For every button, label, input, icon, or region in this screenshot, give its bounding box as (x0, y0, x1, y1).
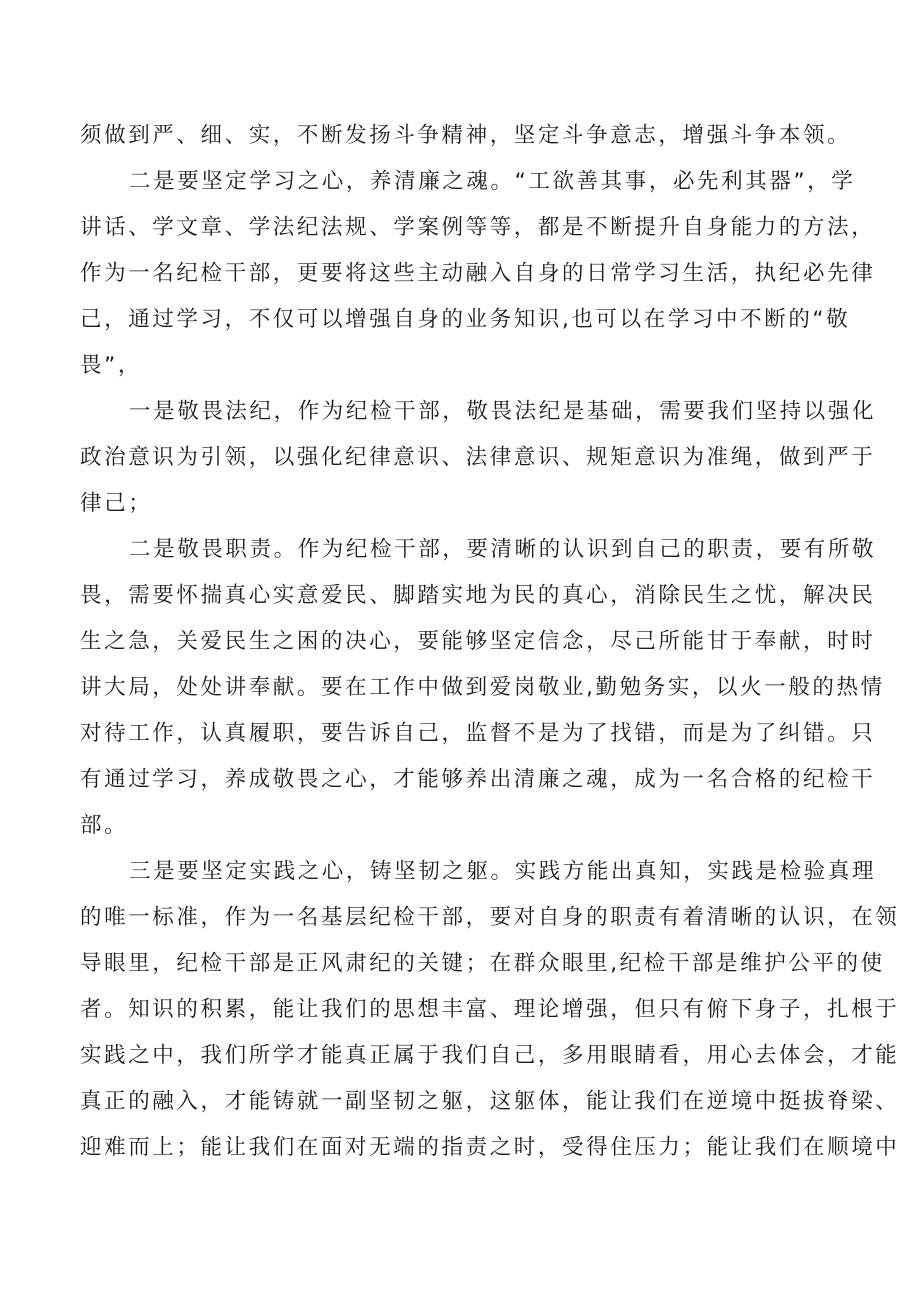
p4-line-6: 有通过学习，养成敬畏之心，才能够养出清廉之魂，成为一名合格的纪检干 (80, 767, 876, 792)
p5-line-7: 迎难而上；能让我们在面对无端的指责之时，受得住压力；能让我们在顺境中 (80, 1135, 900, 1160)
p1-line-1: 须做到严、细、实，不断发扬斗争精神，坚定斗争意志，增强斗争本领。 (80, 123, 852, 148)
p5-line-5: 实践之中，我们所学才能真正属于我们自己，多用眼睛看，用心去体会，才能 (80, 1043, 900, 1068)
p4-line-5: 对待工作，认真履职，要告诉自己，监督不是为了找错，而是为了纠错。只 (80, 721, 876, 746)
p2-line-5: 畏”， (80, 353, 142, 378)
p2-line-3: 作为一名纪检干部，更要将这些主动融入自身的日常学习生活，执纪必先律 (80, 261, 876, 286)
p4-line-3: 生之急，关爱民生之困的决心，要能够坚定信念，尽己所能甘于奉献，时时 (80, 629, 876, 654)
p4-line-4: 讲大局，处处讲奉献。要在工作中做到爱岗敬业,勤勉务实，以火一般的热情 (80, 675, 885, 700)
p4-line-2: 畏，需要怀揣真心实意爱民、脚踏实地为民的真心，消除民生之忧，解决民 (80, 583, 876, 608)
p5-line-4: 者。知识的积累，能让我们的思想丰富、理论增强，但只有俯下身子，扎根于 (80, 997, 900, 1022)
p2-line-1: 二是要坚定学习之心，养清廉之魂。“工欲善其事，必先利其器”，学 (129, 169, 856, 194)
p4-line-1: 二是敬畏职责。作为纪检干部，要清晰的认识到自己的职责，要有所敬 (129, 537, 877, 562)
p5-line-2: 的唯一标准，作为一名基层纪检干部，要对自身的职责有着清晰的认识，在领 (80, 905, 900, 930)
p5-line-1: 三是要坚定实践之心，铸坚韧之躯。实践方能出真知，实践是检验真理 (129, 859, 877, 884)
p3-line-2: 政治意识为引领，以强化纪律意识、法律意识、规矩意识为准绳，做到严于 (80, 445, 876, 470)
p2-line-4: 己，通过学习，不仅可以增强自身的业务知识,也可以在学习中不断的“敬 (80, 307, 851, 332)
p3-line-1: 一是敬畏法纪，作为纪检干部，敬畏法纪是基础，需要我们坚持以强化 (129, 399, 877, 424)
p5-line-6: 真正的融入，才能铸就一副坚韧之躯，这躯体，能让我们在逆境中挺拔脊梁、 (80, 1089, 900, 1114)
p5-line-3: 导眼里，纪检干部是正风肃纪的关键；在群众眼里,纪检干部是维护公平的使 (80, 951, 885, 976)
p3-line-3: 律己； (80, 491, 153, 516)
p4-line-7: 部。 (80, 813, 129, 838)
p2-line-2: 讲话、学文章、学法纪法规、学案例等等，都是不断提升自身能力的方法， (80, 215, 876, 240)
